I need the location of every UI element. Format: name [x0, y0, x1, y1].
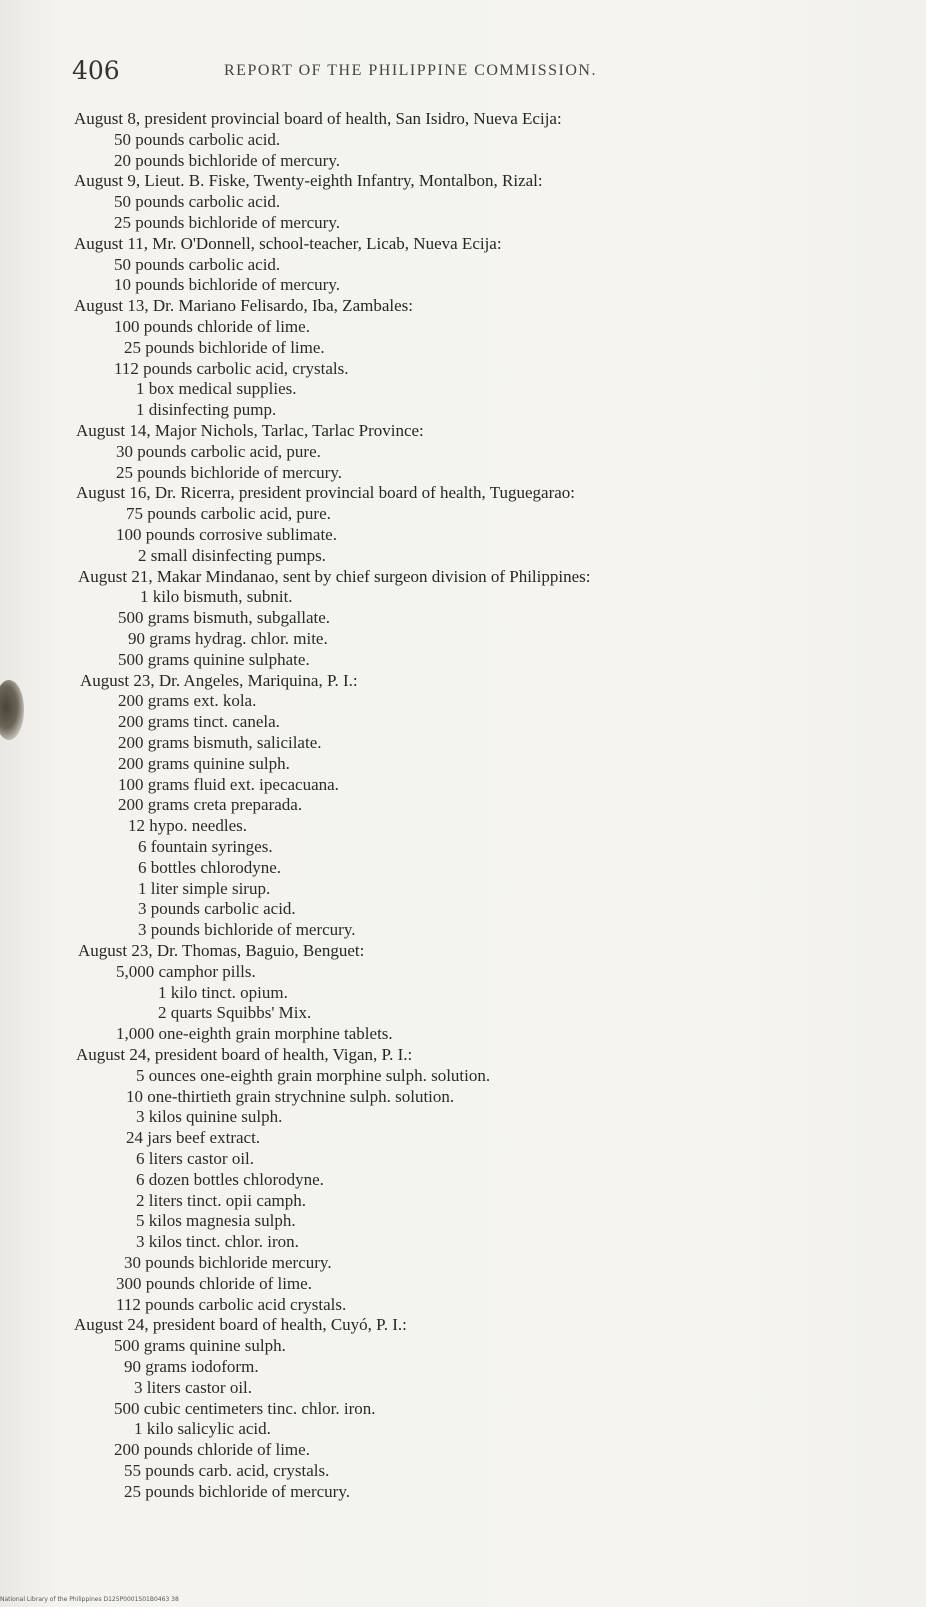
entry-item: 5 kilos magnesia sulph.: [136, 1211, 296, 1230]
entry-item: 12 hypo. needles.: [128, 816, 247, 835]
entry-item: 1 box medical supplies.: [136, 379, 297, 398]
entry-item: 50 pounds carbolic acid.: [114, 130, 281, 149]
entry-item: 3 liters castor oil.: [134, 1378, 253, 1397]
entry-item: 10 one-thirtieth grain strychnine sulph. solution.: [126, 1087, 455, 1106]
entry-item: 112 pounds carbolic acid, crystals.: [114, 359, 349, 378]
entry-item: 30 pounds carbolic acid, pure.: [116, 442, 321, 461]
entry-item: 90 grams iodoform.: [124, 1357, 259, 1376]
entry-item: 6 dozen bottles chlorodyne.: [136, 1170, 324, 1189]
page-stain: [0, 680, 24, 740]
entry-item: 200 pounds chloride of lime.: [114, 1440, 310, 1459]
entry-heading: August 21, Makar Mindanao, sent by chief surgeon division of Philippines:: [78, 567, 591, 586]
running-title: REPORT OF THE PHILIPPINE COMMISSION.: [224, 62, 597, 79]
entry-item: 2 small disinfecting pumps.: [138, 546, 326, 565]
page-header: [72, 56, 772, 86]
entry-heading: August 16, Dr. Ricerra, president provincial board of health, Tuguegarao:: [76, 483, 576, 502]
entry-heading: August 13, Dr. Mariano Felisardo, Iba, Zambales:: [74, 296, 413, 315]
entry-item: 10 pounds bichloride of mercury.: [114, 275, 340, 294]
entry-heading: August 23, Dr. Angeles, Mariquina, P. I.:: [80, 671, 358, 690]
entry-item: 25 pounds bichloride of mercury.: [116, 463, 342, 482]
entry-item: 6 bottles chlorodyne.: [138, 858, 282, 877]
entry-item: 1,000 one-eighth grain morphine tablets.: [116, 1024, 393, 1043]
entry-item: 55 pounds carb. acid, crystals.: [124, 1461, 330, 1480]
entry-item: 500 grams quinine sulphate.: [118, 650, 310, 669]
entry-heading: August 9, Lieut. B. Fiske, Twenty-eighth Infantry, Montalbon, Rizal:: [74, 171, 543, 190]
entry-item: 1 kilo tinct. opium.: [158, 983, 288, 1002]
entry-item: 50 pounds carbolic acid.: [114, 255, 281, 274]
scan-footer: National Library of the Philippines D125P0001S01B0463 38: [0, 1596, 179, 1603]
entry-item: 75 pounds carbolic acid, pure.: [126, 504, 331, 523]
entry-item: 100 pounds chloride of lime.: [114, 317, 310, 336]
entry-item: 3 pounds bichloride of mercury.: [138, 920, 356, 939]
entry-item: 300 pounds chloride of lime.: [116, 1274, 312, 1293]
entry-heading: August 24, president board of health, Vigan, P. I.:: [76, 1045, 413, 1064]
entry-item: 3 kilos quinine sulph.: [136, 1107, 283, 1126]
entry-item: 6 liters castor oil.: [136, 1149, 255, 1168]
entry-heading: August 24, president board of health, Cuyó, P. I.:: [74, 1315, 407, 1334]
entry-item: 200 grams creta preparada.: [118, 795, 303, 814]
entry-item: 112 pounds carbolic acid crystals.: [116, 1295, 347, 1314]
entry-item: 1 liter simple sirup.: [138, 879, 271, 898]
entry-item: 25 pounds bichloride of mercury.: [114, 213, 340, 232]
entry-item: 25 pounds bichloride of lime.: [124, 338, 325, 357]
entry-item: 200 grams tinct. canela.: [118, 712, 280, 731]
entry-item: 1 kilo salicylic acid.: [134, 1419, 271, 1438]
entry-item: 200 grams ext. kola.: [118, 691, 257, 710]
entry-item: 5,000 camphor pills.: [116, 962, 256, 981]
entry-item: 3 kilos tinct. chlor. iron.: [136, 1232, 299, 1251]
page-number: 406: [72, 56, 120, 85]
entry-item: 500 cubic centimeters tinc. chlor. iron.: [114, 1399, 376, 1418]
entry-item: 90 grams hydrag. chlor. mite.: [128, 629, 328, 648]
entry-item: 30 pounds bichloride mercury.: [124, 1253, 332, 1272]
entry-item: 500 grams quinine sulph.: [114, 1336, 286, 1355]
entry-item: 6 fountain syringes.: [138, 837, 273, 856]
entry-item: 200 grams bismuth, salicilate.: [118, 733, 322, 752]
entry-item: 2 liters tinct. opii camph.: [136, 1191, 306, 1210]
entry-heading: August 11, Mr. O'Donnell, school-teacher, Licab, Nueva Ecija:: [74, 234, 502, 253]
entry-item: 100 pounds corrosive sublimate.: [116, 525, 337, 544]
entry-item: 50 pounds carbolic acid.: [114, 192, 281, 211]
entry-heading: August 14, Major Nichols, Tarlac, Tarlac Province:: [76, 421, 424, 440]
entry-item: 24 jars beef extract.: [126, 1128, 261, 1147]
entry-item: 25 pounds bichloride of mercury.: [124, 1482, 350, 1501]
entry-item: 500 grams bismuth, subgallate.: [118, 608, 331, 627]
entry-item: 3 pounds carbolic acid.: [138, 899, 296, 918]
entry-item: 5 ounces one-eighth grain morphine sulph. solution.: [136, 1066, 491, 1085]
entry-item: 1 kilo bismuth, subnit.: [140, 587, 293, 606]
entry-heading: August 23, Dr. Thomas, Baguio, Benguet:: [78, 941, 365, 960]
entry-heading: August 8, president provincial board of health, San Isidro, Nueva Ecija:: [74, 109, 562, 128]
entry-item: 2 quarts Squibbs' Mix.: [158, 1003, 312, 1022]
entry-item: 200 grams quinine sulph.: [118, 754, 290, 773]
entry-item: 20 pounds bichloride of mercury.: [114, 151, 340, 170]
entry-item: 1 disinfecting pump.: [136, 400, 277, 419]
entry-item: 100 grams fluid ext. ipecacuana.: [118, 775, 339, 794]
